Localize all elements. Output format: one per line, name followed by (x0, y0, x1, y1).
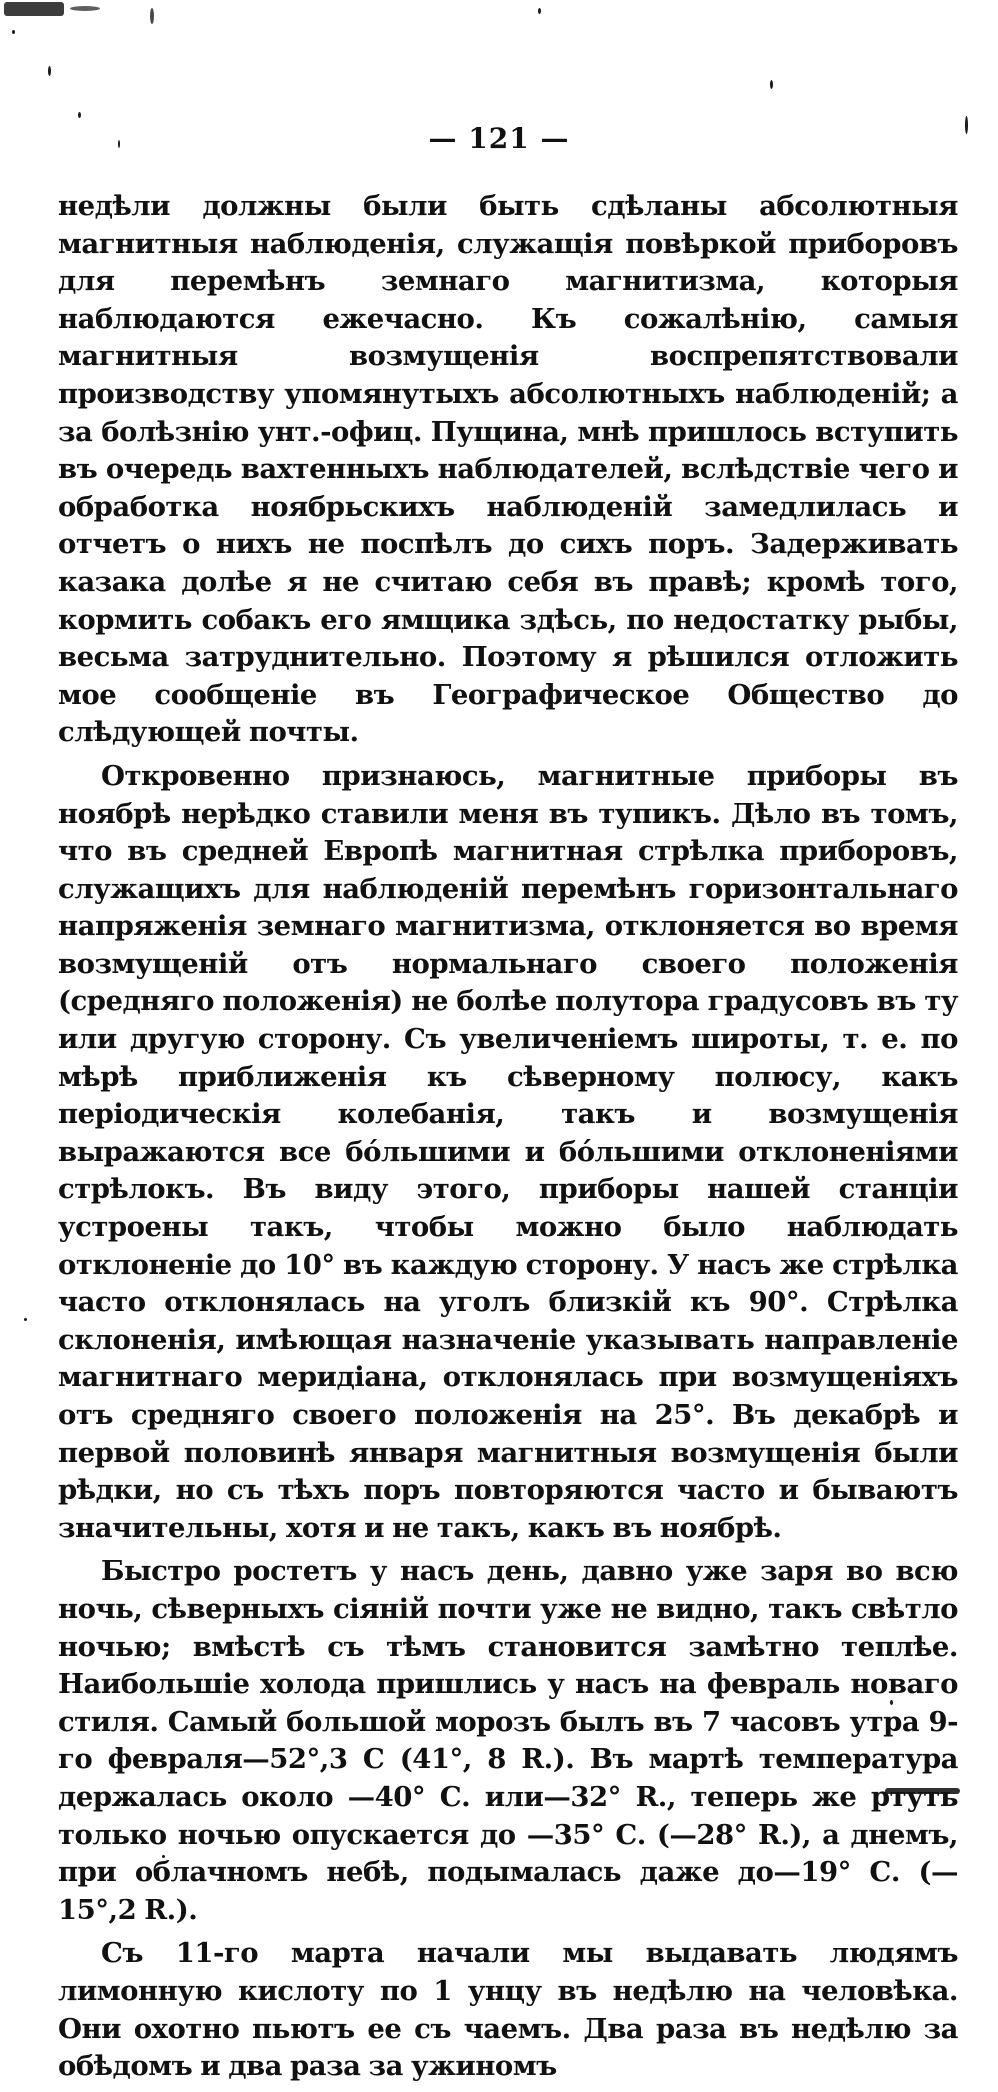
scan-speck (4, 2, 64, 16)
scan-speck (70, 6, 100, 11)
scan-speck (12, 30, 15, 34)
paragraph-3: Быстро ростетъ у насъ день, давно уже заря во всю ночь, сѣверныхъ сіяній почти уже не видно, такъ свѣтло ночью; вмѣстѣ съ тѣмъ становится замѣтно теплѣе. Наибольшіе холода пришлись у насъ на февраль новаго стиля. Самый большой морозъ былъ въ 7 часовъ утра 9-го февраля—52°,3 С (41°, 8 R.). Въ мартѣ температура держалась около —40° С. или—32° R., теперь же ртуть только ночью опускается до —35° С. (—28° R.), а днемъ, при облачномъ небѣ, подымалась даже до—19° С. (—15°,2 R.). (58, 1555, 958, 1926)
scan-speck (48, 66, 51, 76)
scan-speck (24, 1318, 27, 1321)
paragraph-1: недѣли должны были быть сдѣланы абсолютныя магнитныя наблюденія, служащія повѣркой приборовъ для перемѣнъ земнаго магнитизма, которыя наблюдаются ежечасно. Къ сожалѣнію, самыя магнитныя возмущенія воспрепятствовали производству упомянутыхъ абсолютныхъ наблюденій; а за болѣзнію унт.-офиц. Пущина, мнѣ пришлось вступить въ очередь вахтенныхъ наблюдателей, вслѣдствіе чего и обработка ноябрьскихъ наблюденій замедлилась и отчетъ о нихъ не поспѣлъ до сихъ поръ. Задерживать казака долѣе я не считаю себя въ правѣ; кромѣ того, кормить собакъ его ямщика здѣсь, по недостатку рыбы, весьма затруднительно. Поэтому я рѣшился отложить мое сообщеніе въ Географическое Общество до слѣдующей почты. (58, 190, 958, 749)
page-number: — 121 — (428, 122, 570, 155)
paragraph-2: Откровенно признаюсь, магнитные приборы въ ноябрѣ нерѣдко ставили меня въ тупикъ. Дѣло въ томъ, что въ средней Европѣ магнитная стрѣлка приборовъ, служащихъ для наблюденій перемѣнъ горизонтальнаго напряженія земнаго магнитизма, отклоняется во время возмущеній отъ нормальнаго своего положенія (средняго положенія) не болѣе полутора градусовъ въ ту или другую сторону. Съ увеличеніемъ широты, т. е. по мѣрѣ приближенія къ сѣверному полюсу, какъ періодическія колебанія, такъ и возмущенія выражаются все бо́льшими и бо́льшими отклоненіями стрѣлокъ. Въ виду этого, приборы нашей станціи устроены такъ, чтобы можно было наблюдать отклоненіе до 10° въ каждую сторону. У насъ же стрѣлка часто отклонялась на уголъ близкій къ 90°. Стрѣлка склоненія, имѣющая назначеніе указывать направленіе магнитнаго меридіана, отклонялась при возмущеніяхъ отъ средняго своего положенія на 25°. Въ декабрѣ и первой половинѣ января магнитныя возмущенія были рѣдки, но съ тѣхъ поръ повторяются часто и бываютъ значительны, хотя и не такъ, какъ въ ноябрѣ. (58, 759, 958, 1544)
scan-speck (150, 8, 154, 24)
body-text (58, 188, 958, 2092)
scan-speck (770, 80, 773, 89)
paragraph-4: Съ 11-го марта начали мы выдавать людямъ лимонную кислоту по 1 унцу въ недѣлю на человѣка. Они охотно пьютъ ее съ чаемъ. Два раза въ недѣлю за обѣдомъ и два раза за ужиномъ (58, 1937, 958, 2083)
scan-speck (538, 8, 541, 14)
scan-speck (78, 112, 81, 118)
